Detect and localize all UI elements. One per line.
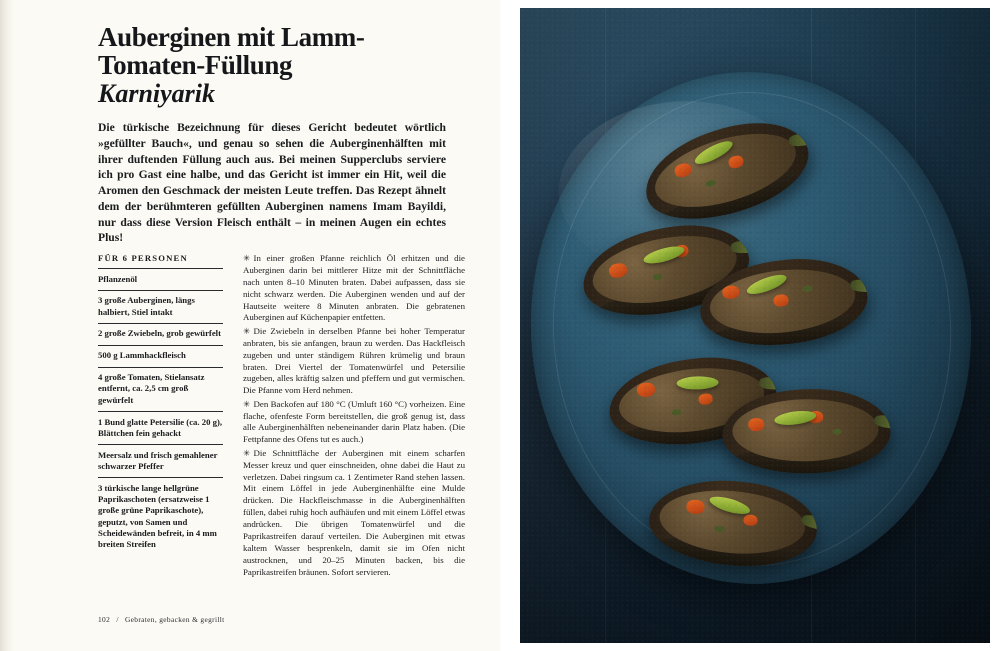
- step-marker-icon: ✳: [243, 448, 251, 458]
- method-column: [243, 253, 465, 579]
- list-item: 2 große Zwiebeln, grob gewürfelt: [98, 324, 223, 346]
- ingredients-column: [98, 253, 223, 579]
- recipe-title-line-2: Tomaten-Füllung: [98, 49, 293, 80]
- folio-page-number: 102: [98, 615, 111, 624]
- method-step-text: Die Schnittfläche der Auberginen mit einem scharfen Messer kreuz und quer einschneiden, ohne dabei die Haut zu verletzen. Dabei ringsum ca. 1 Zentimeter Rand stehen lassen. Mit einem Löffel in jede Auberginenhälfte eine Mulde drücken. Die Hackfleischmasse in die Auberginenhälften füllen, dabei ruhig hoch aufhäufen und mit einem Löffel etwas andrücken. Die übrigen Tomatenwürfel und die Paprikastreifen darauf verteilen. Die Auberginen mit etwas kaltem Wasser besprenkeln, damit sie im Ofen nicht austrocknen, und 20–25 Minuten backen, bis die Paprikastreifen bräunen. Sofort servieren.: [243, 447, 465, 577]
- parsley-bit: [714, 526, 724, 533]
- step-marker-icon: ✳: [243, 326, 251, 336]
- tomato-cube: [748, 418, 764, 431]
- recipe-subtitle: Karniyarik: [98, 78, 216, 108]
- recipe-title-line-1: Auberginen mit Lamm-: [98, 22, 365, 52]
- right-page: [500, 0, 1000, 651]
- method-step-text: Die Zwiebeln in derselben Pfanne bei hoher Temperatur anbraten, bis sie anfangen, braun zu werden. Das Hackfleisch zugeben und unter ständigem Rühren krümelig und braun braten. Drei Viertel der Tomatenwürfel und Petersilie zugeben, alles kräftig salzen und pfeffern und gut vermischen. Die Pfanne vom Herd nehmen.: [243, 325, 465, 396]
- method-step: [243, 448, 465, 579]
- list-item: 3 große Auberginen, längs halbiert, Stiel intakt: [98, 291, 223, 324]
- folio-section-title: Gebraten, gebacken & gegrillt: [124, 615, 225, 624]
- folio-separator: /: [116, 615, 119, 624]
- list-item: 4 große Tomaten, Stielansatz entfernt, ca. 2,5 cm groß gewürfelt: [98, 368, 223, 412]
- method-step: [243, 253, 465, 324]
- list-item: 3 türkische lange hellgrüne Paprikaschoten (ersatzweise 1 große grüne Paprikaschote), geputzt, von Samen und Scheidewänden befreit, in 4 mm breiten Streifen: [98, 482, 217, 550]
- method-step-text: In einer großen Pfanne reichlich Öl erhitzen und die Auberginen darin bei mittlerer Hitze mit der Schnittfläche nach unten 8–10 Minuten braten. Dabei aufpassen, dass sie nicht schwarz werden. Die Auberginen wenden und auf der Hautseite weitere 8 Minuten anbraten. Die gebratenen Auberginen auf Küchenpapier entfetten.: [243, 253, 465, 323]
- list-item: Meersalz und frisch gemahlener schwarzer Pfeffer: [98, 445, 223, 478]
- parsley-bit: [832, 429, 841, 435]
- recipe-body: [98, 253, 470, 579]
- step-marker-icon: ✳: [243, 254, 251, 263]
- method-step-text: Den Backofen auf 180 °C (Umluft 160 °C) vorheizen. Eine flache, ofenfeste Form bereitstellen, die groß genug ist, dass alle Auberginenhälften nebeneinander darin Platz haben. (Die Fettpfanne des Ofens tut es auch.): [243, 398, 465, 445]
- page-title: [98, 24, 468, 107]
- recipe-header: [98, 24, 468, 258]
- recipe-photo: [520, 8, 990, 643]
- tomato-cube: [743, 514, 758, 526]
- page-gutter-shadow: [0, 0, 14, 651]
- folio: [98, 615, 225, 624]
- step-marker-icon: ✳: [243, 399, 251, 409]
- list-item: 500 g Lammhackfleisch: [98, 346, 223, 368]
- list-item: Pflanzenöl: [98, 269, 223, 291]
- ingredients-list: [98, 269, 223, 556]
- recipe-intro-text: Die türkische Bezeichnung für dieses Gericht bedeutet wörtlich »gefüllter Bauch«, und genau so sehen die Auberginenhälften mit ihrer duftenden Füllung auch aus. Bei meinen Supperclubs serviere ich pro Gast eine halbe, und das Gericht ist immer ein Hit, weil die Aromen den Geschmack der meisten Leute treffen. Das Rezept ähnelt dem der berühmteren gefüllten Auberginen namens Imam Bayildi, nur dass diese Version Fleisch enthält – in meinen Augen ein echtes Plus!: [98, 121, 446, 245]
- method-step: [243, 399, 465, 447]
- method-step: [243, 326, 465, 397]
- ingredients-heading: FÜR 6 PERSONEN: [98, 253, 223, 269]
- list-item: 1 Bund glatte Petersilie (ca. 20 g), Blättchen fein gehackt: [98, 412, 223, 445]
